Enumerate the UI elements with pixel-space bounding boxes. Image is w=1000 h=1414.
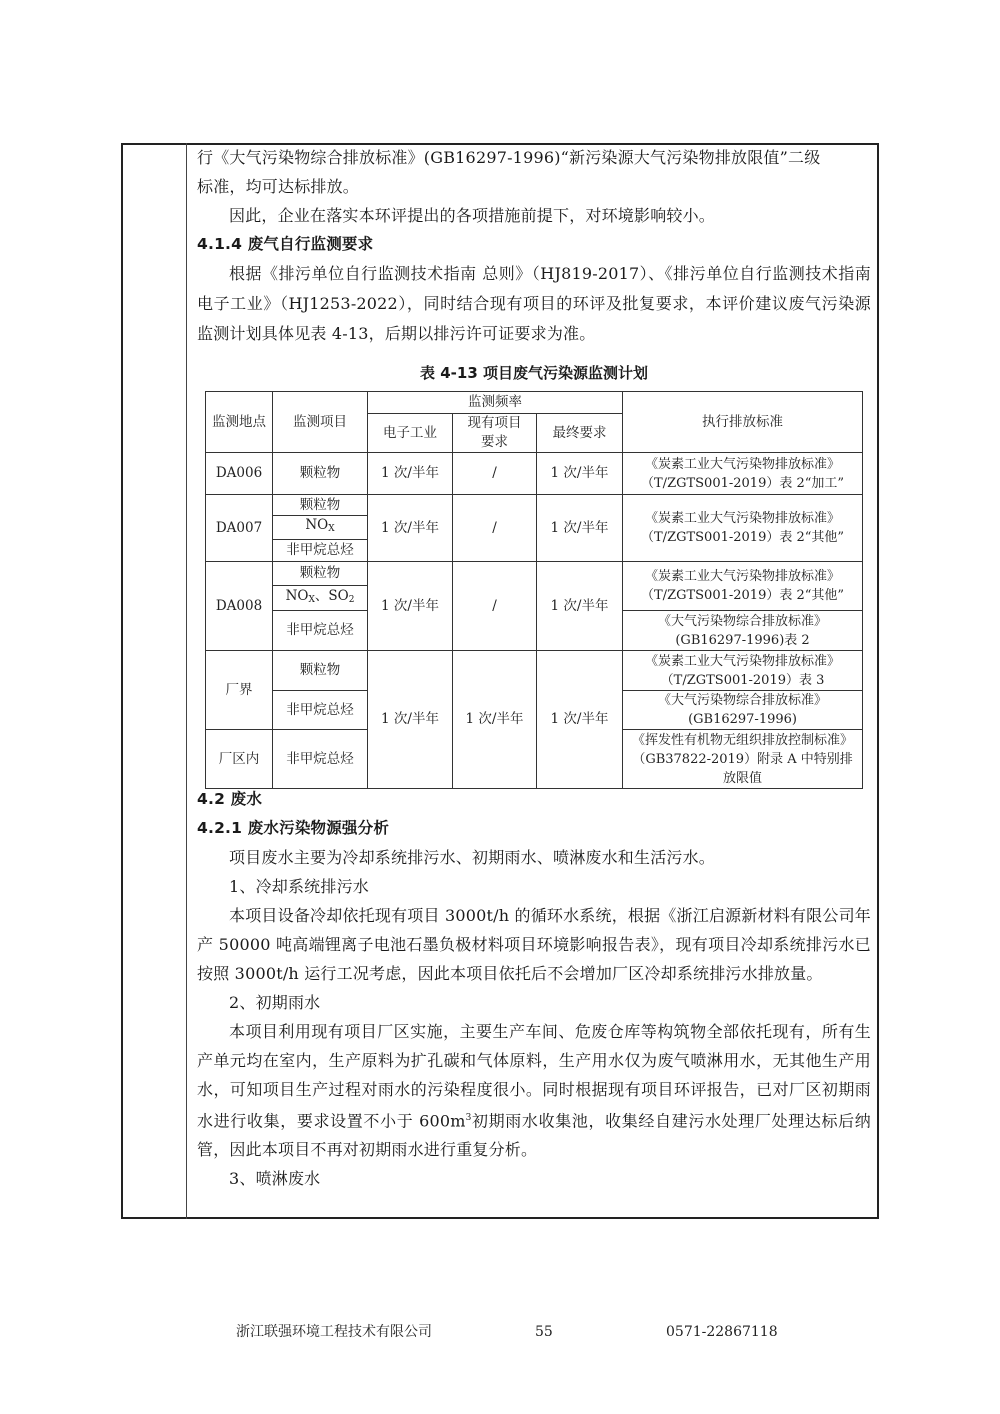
- header-location: 监测地点: [206, 392, 273, 453]
- paragraph: 本项目设备冷却依托现有项目 3000t/h 的循环水系统，根据《浙江启源新材料有限公司年产 50000 吨高端锂离子电池石墨负极材料项目环境影响报告表》，现有项目冷却系统排污水已按照 3000t/h 运行工况考虑，因此本项目依托后不会增加厂区冷却系统排污水排放量。: [197, 906, 871, 983]
- paragraph: [197, 1017, 871, 1164]
- cell-location: DA006: [206, 453, 273, 495]
- header-item: 监测项目: [273, 392, 368, 453]
- cell-freq-electronic: 1 次/半年: [368, 453, 453, 495]
- cell-freq-final: 1 次/半年: [537, 495, 623, 562]
- nox-text: NO: [305, 517, 329, 533]
- table-row: [206, 495, 863, 516]
- nox-subscript: X: [308, 594, 315, 605]
- table-row: [206, 453, 863, 495]
- paragraph-text: 本项目利用现有项目厂区实施，主要生产车间、危废仓库等构筑物全部依托现有，所有生产单元均在室内，生产原料为扩孔碳和气体原料，生产用水仅为废气喷淋用水，无其他生产用水，可知项目生产过程对雨水的污染程度很小。同时根据现有项目环评报告，已对厂区初期雨水进行收集，要求设置不小于 600m: [197, 1022, 871, 1131]
- footer-company: 浙江联强环境工程技术有限公司: [236, 1324, 432, 1340]
- frame-column-divider: [186, 143, 187, 1219]
- cell-item: 颗粒物: [273, 495, 368, 516]
- subheading: 1、冷却系统排污水: [229, 877, 369, 896]
- cell-freq-existing: /: [453, 495, 537, 562]
- cell-standard: 《炭素工业大气污染物排放标准》（T/ZGTS001-2019）表 2“其他”: [623, 562, 863, 611]
- so2-subscript: 2: [348, 594, 355, 605]
- cell-item: 颗粒物: [273, 562, 368, 586]
- cell-freq-final: 1 次/半年: [537, 562, 623, 651]
- cell-freq-final: 1 次/半年: [537, 453, 623, 495]
- cell-item: 非甲烷总烃: [273, 691, 368, 730]
- cell-standard: 《炭素工业大气污染物排放标准》（T/ZGTS001-2019）表 2“加工”: [623, 453, 863, 495]
- cell-freq-electronic: 1 次/半年: [368, 495, 453, 562]
- cell-freq-existing: /: [453, 562, 537, 651]
- cell-freq-electronic: 1 次/半年: [368, 562, 453, 651]
- header-frequency: 监测频率: [368, 392, 623, 414]
- cell-location: DA008: [206, 562, 273, 651]
- cell-standard: 《挥发性有机物无组织排放控制标准》（GB37822-2019）附录 A 中特别排放限值: [623, 730, 863, 789]
- cell-freq-electronic: 1 次/半年: [368, 651, 453, 789]
- nox-text: NO: [285, 587, 309, 604]
- cell-freq-existing: 1 次/半年: [453, 651, 537, 789]
- table-row: [206, 651, 863, 691]
- paragraph-line: 行《大气污染物综合排放标准》(GB16297-1996)“新污染源大气污染物排放限值”二级: [197, 148, 821, 167]
- cell-item: 颗粒物: [273, 453, 368, 495]
- table-row: [206, 562, 863, 586]
- cell-location: DA007: [206, 495, 273, 562]
- cell-item: 非甲烷总烃: [273, 611, 368, 651]
- cell-item: 非甲烷总烃: [273, 730, 368, 789]
- subheading: 2、初期雨水: [229, 993, 321, 1012]
- nox-subscript: X: [328, 524, 335, 534]
- footer-page-number: 55: [535, 1324, 553, 1340]
- paragraph: 因此，企业在落实本环评提出的各项措施前提下，对环境影响较小。: [229, 206, 716, 225]
- section-heading: 4.2.1 废水污染物源强分析: [197, 819, 390, 837]
- table-caption: 表 4-13 项目废气污染源监测计划: [420, 364, 648, 382]
- cell-item-nox-so2: [273, 586, 368, 611]
- header-freq-final: 最终要求: [537, 414, 623, 453]
- body-content-top: [197, 143, 871, 349]
- footer-phone: 0571-22867118: [666, 1324, 778, 1340]
- paragraph-text: 初期雨水收集池，收集经自建污水处理厂处理达标后纳管，因此本项目不再对初期雨水进行重复分析。: [197, 1111, 871, 1160]
- body-content-bottom: [197, 785, 871, 1193]
- cell-item: 颗粒物: [273, 651, 368, 691]
- cell-standard: 《炭素工业大气污染物排放标准》（T/ZGTS001-2019）表 3: [623, 651, 863, 691]
- paragraph-line: 标准，均可达标排放。: [197, 177, 360, 196]
- cell-standard: 《大气污染物综合排放标准》(GB16297-1996): [623, 691, 863, 730]
- cell-location: 厂区内: [206, 730, 273, 789]
- cell-location: 厂界: [206, 651, 273, 730]
- header-freq-existing-text: 现有项目要求: [467, 415, 522, 450]
- monitoring-plan-table: [205, 391, 863, 789]
- cell-freq-existing: /: [453, 453, 537, 495]
- cell-item-nox: [273, 516, 368, 540]
- paragraph: 根据《排污单位自行监测技术指南 总则》（HJ819-2017）、《排污单位自行监测技术指南 电子工业》（HJ1253-2022），同时结合现有项目的环评及批复要求，本评价建议废气污染源监测计划具体见表 4-13，后期以排污许可证要求为准。: [197, 264, 871, 343]
- header-freq-electronic: 电子工业: [368, 414, 453, 453]
- so2-text: 、SO: [314, 587, 349, 604]
- subheading: 3、喷淋废水: [229, 1169, 321, 1189]
- section-heading: 4.1.4 废气自行监测要求: [197, 235, 374, 253]
- cell-standard: 《炭素工业大气污染物排放标准》（T/ZGTS001-2019）表 2“其他”: [623, 495, 863, 562]
- cell-item: 非甲烷总烃: [273, 540, 368, 562]
- cell-standard: 《大气污染物综合排放标准》(GB16297-1996)表 2: [623, 611, 863, 651]
- header-freq-existing: [453, 414, 537, 453]
- header-standard: 执行排放标准: [623, 392, 863, 453]
- cell-freq-final: 1 次/半年: [537, 651, 623, 789]
- superscript: 3: [465, 1113, 472, 1123]
- paragraph: 项目废水主要为冷却系统排污水、初期雨水、喷淋废水和生活污水。: [229, 848, 716, 867]
- section-heading: 4.2 废水: [197, 790, 263, 808]
